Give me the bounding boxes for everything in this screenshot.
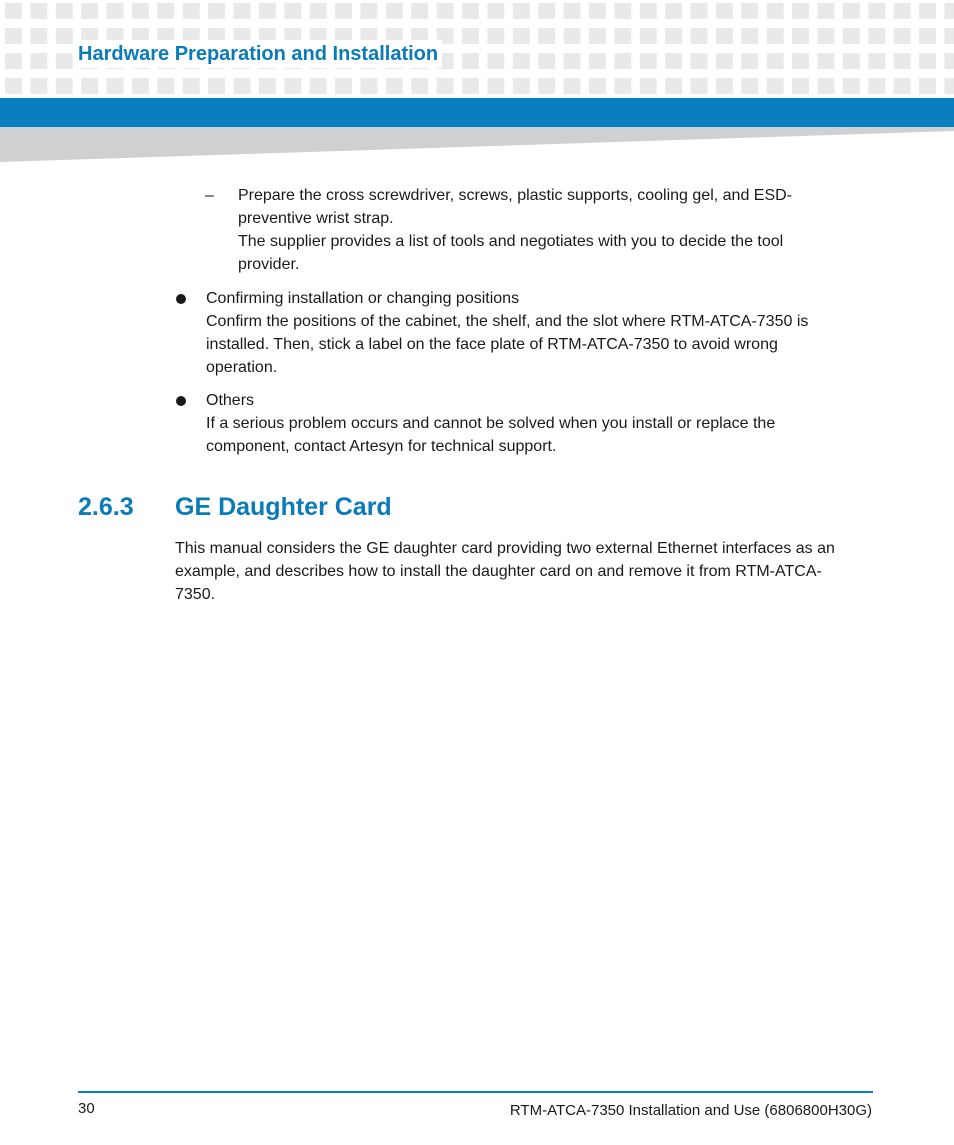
bullet-line: component, contact Artesyn for technical support. (206, 438, 557, 455)
sub-item-line-2: preventive wrist strap. (238, 210, 394, 227)
section-heading (78, 490, 392, 524)
bullet-line: installed. Then, stick a label on the face plate of RTM-ATCA-7350 to avoid wrong (206, 336, 778, 353)
bullet-title: Others (206, 392, 255, 409)
section-title: GE Daughter Card (175, 493, 392, 521)
sub-item-dash: – (205, 187, 214, 204)
sub-item-line-1: Prepare the cross screwdriver, screws, plastic supports, cooling gel, and ESD- (238, 187, 793, 204)
bullet-dot-icon (176, 294, 186, 304)
section-paragraph-line: example, and describes how to install the daughter card on and remove it from RTM-ATCA- (175, 563, 822, 580)
bullet-dot-icon (176, 396, 186, 406)
section-paragraph-line: This manual considers the GE daughter card providing two external Ethernet interfaces as an (175, 540, 835, 557)
running-header-title: Hardware Preparation and Installation (78, 40, 442, 68)
bullet-line: If a serious problem occurs and cannot be solved when you install or replace the (206, 415, 776, 432)
bullet-line: operation. (206, 359, 278, 376)
section-paragraph-line: 7350. (175, 586, 216, 603)
footer-rule (78, 1091, 873, 1093)
bullet-title: Confirming installation or changing positions (206, 290, 520, 307)
footer-document-reference: RTM-ATCA-7350 Installation and Use (6806800H30G) (509, 1102, 872, 1119)
bullet-line: Confirm the positions of the cabinet, the shelf, and the slot where RTM-ATCA-7350 is (206, 313, 809, 330)
page-number: 30 (78, 1100, 95, 1117)
header-blue-bar (0, 98, 954, 127)
sub-item-line-4: provider. (238, 256, 300, 273)
header-grey-wedge (0, 127, 954, 163)
sub-item-line-3: The supplier provides a list of tools and negotiates with you to decide the tool (238, 233, 784, 250)
section-number: 2.6.3 (78, 493, 134, 521)
